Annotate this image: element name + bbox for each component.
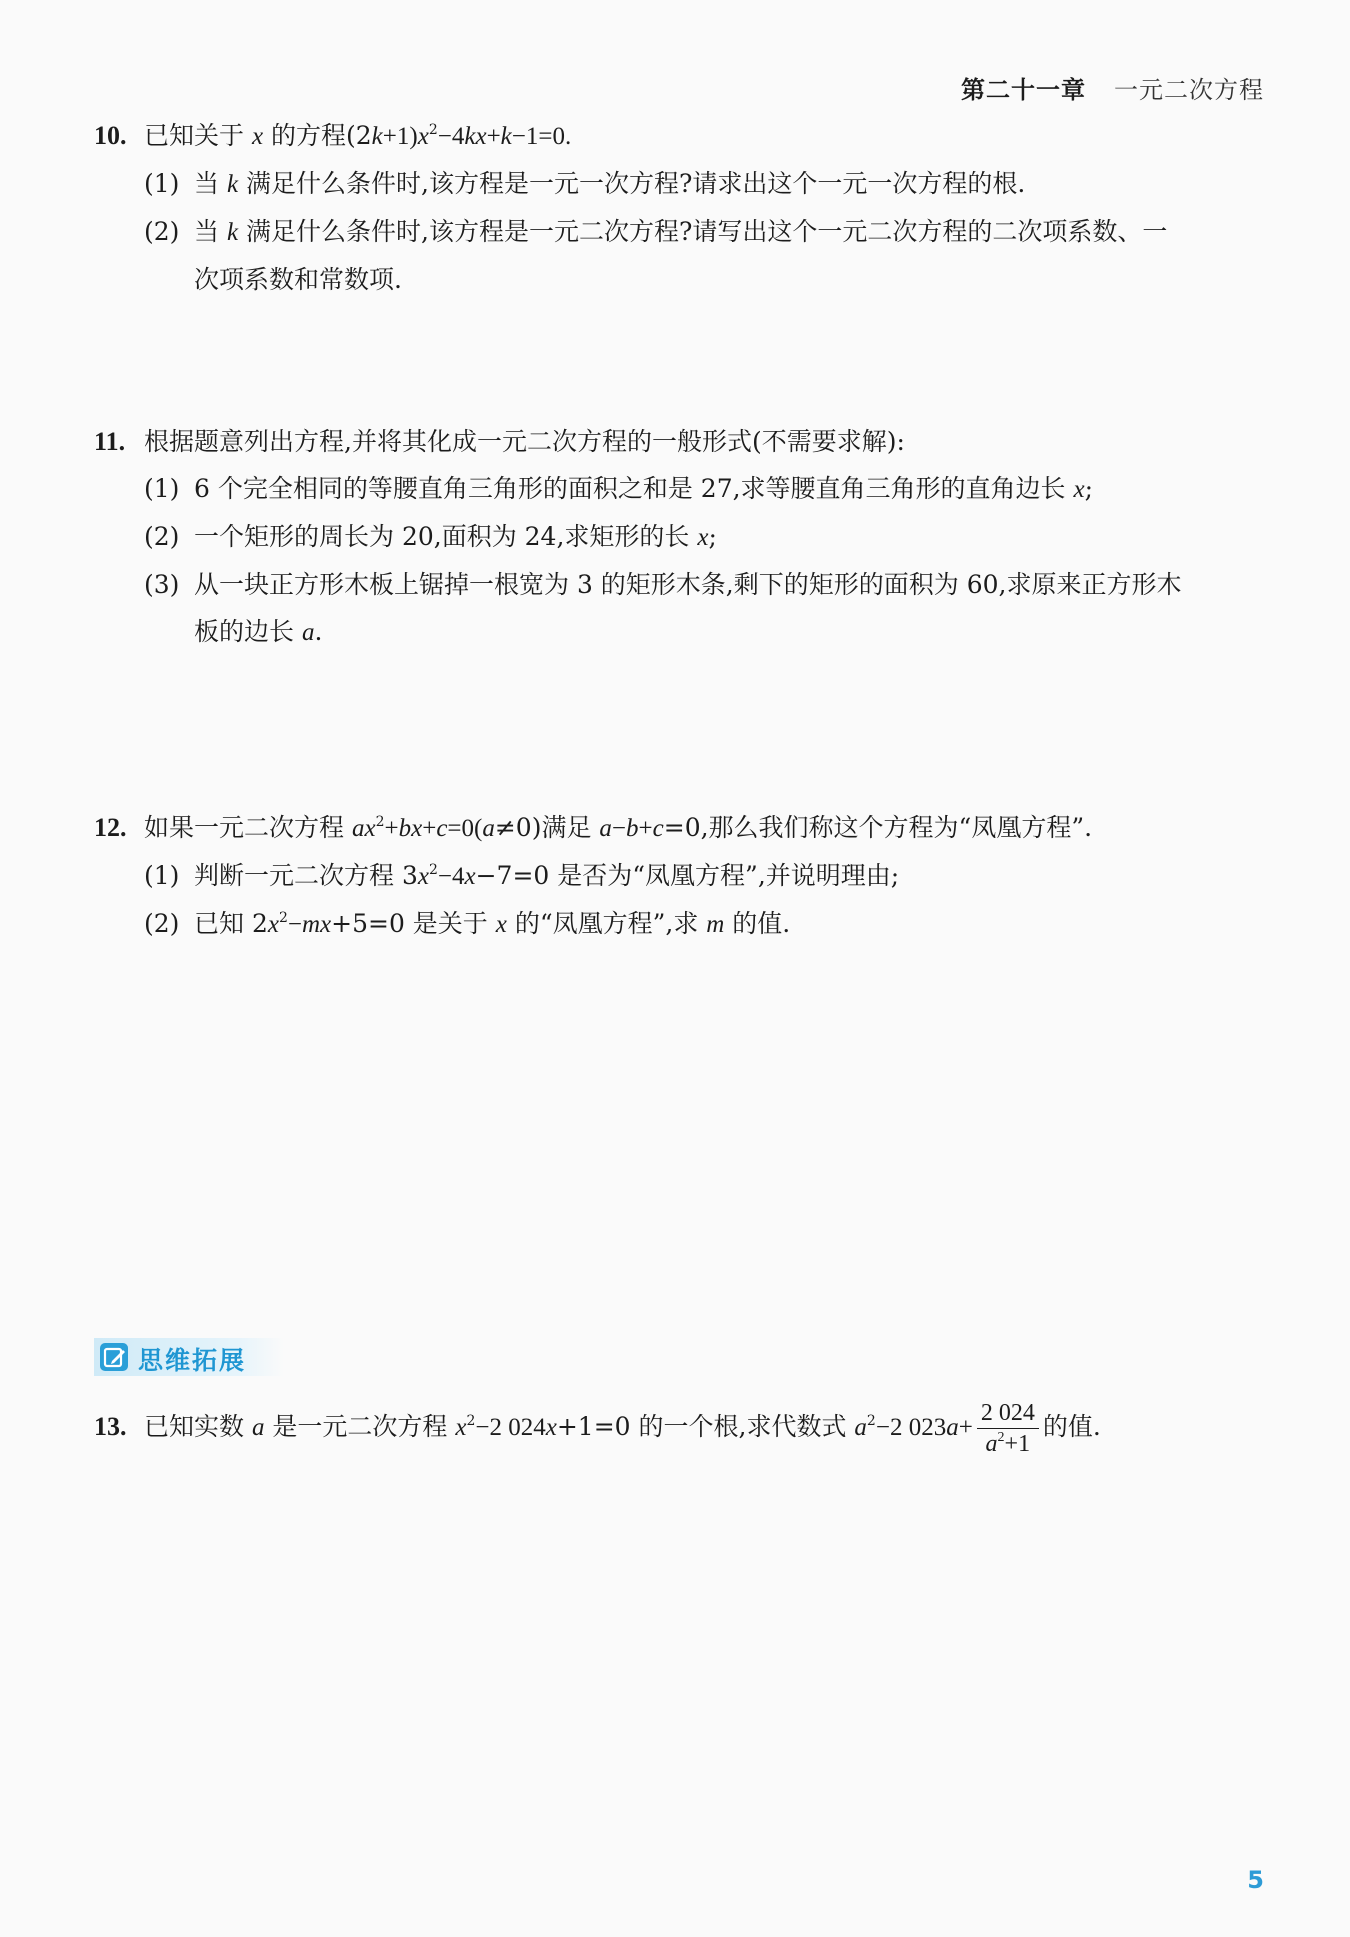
running-header [961,70,1264,105]
sub-question: (3) 从一块正方形木板上锯掉一根宽为 3 的矩形木条,剩下的矩形的面积为 60,求原来正方形木 [144,570,1182,599]
sub-question: (2) 已知 $2x^2-mx+5=0$ 是关于 x 的“凤凰方程”,求 m 的值. [144,909,791,938]
sub-question: (2) 一个矩形的周长为 20,面积为 24,求矩形的长 x; [144,522,717,551]
fraction: $\frac{2 024}{a^2+1}$ [977,1398,1039,1459]
problem-11 [94,418,1266,656]
sub-question-continued: 次项系数和常数项. [194,265,402,294]
sub-question: (1) 判断一元二次方程 $3x^2-4x-7=0$ 是否为“凤凰方程”,并说明理由; [144,861,900,890]
sub-question: (1) 6 个完全相同的等腰直角三角形的面积之和是 27,求等腰直角三角形的直角边长 x; [144,474,1094,503]
problem-number: 11. [94,427,126,456]
problem-number: 13. [94,1412,127,1441]
pencil-note-icon [98,1341,130,1373]
chapter-label: 第二十一章 [961,76,1086,104]
sub-question: (2) 当 k 满足什么条件时,该方程是一元二次方程?请写出这个一元二次方程的二次项系数、一 [144,217,1168,246]
problem-13 [94,1398,1266,1459]
problem-number: 12. [94,813,127,842]
problem-stem: 12. 如果一元二次方程 $ax^2+bx+c=0(a\ne 0)$满足 a−b+c=0,那么我们称这个方程为“凤凰方程”. [94,804,1266,852]
sub-question-continued: 板的边长 a. [194,617,323,646]
section-banner [94,1338,284,1376]
sub-question: (1) 当 k 满足什么条件时,该方程是一元一次方程?请求出这个一元一次方程的根. [144,169,1026,198]
page-number: 5 [1247,1866,1264,1894]
section-title: 思维拓展 [138,1346,247,1375]
problem-10 [94,112,1266,303]
problem-12 [94,804,1266,948]
problem-number: 10. [94,121,127,150]
chapter-title: 一元二次方程 [1114,76,1264,104]
problem-stem: 13. 已知实数 a 是一元二次方程 $x^2-2$ 024x+1=0 的一个根,求代数式 $a^2-2$ 023a+ $\frac{2 024}{a^2+1}$ 的值. [94,1400,1101,1457]
problem-stem: 10. 已知关于 x 的方程$(2k+1)x^2-4kx+k-1=0$. [94,112,1266,160]
problem-stem: 11. 根据题意列出方程,并将其化成一元二次方程的一般形式(不需要求解): [94,418,1266,465]
